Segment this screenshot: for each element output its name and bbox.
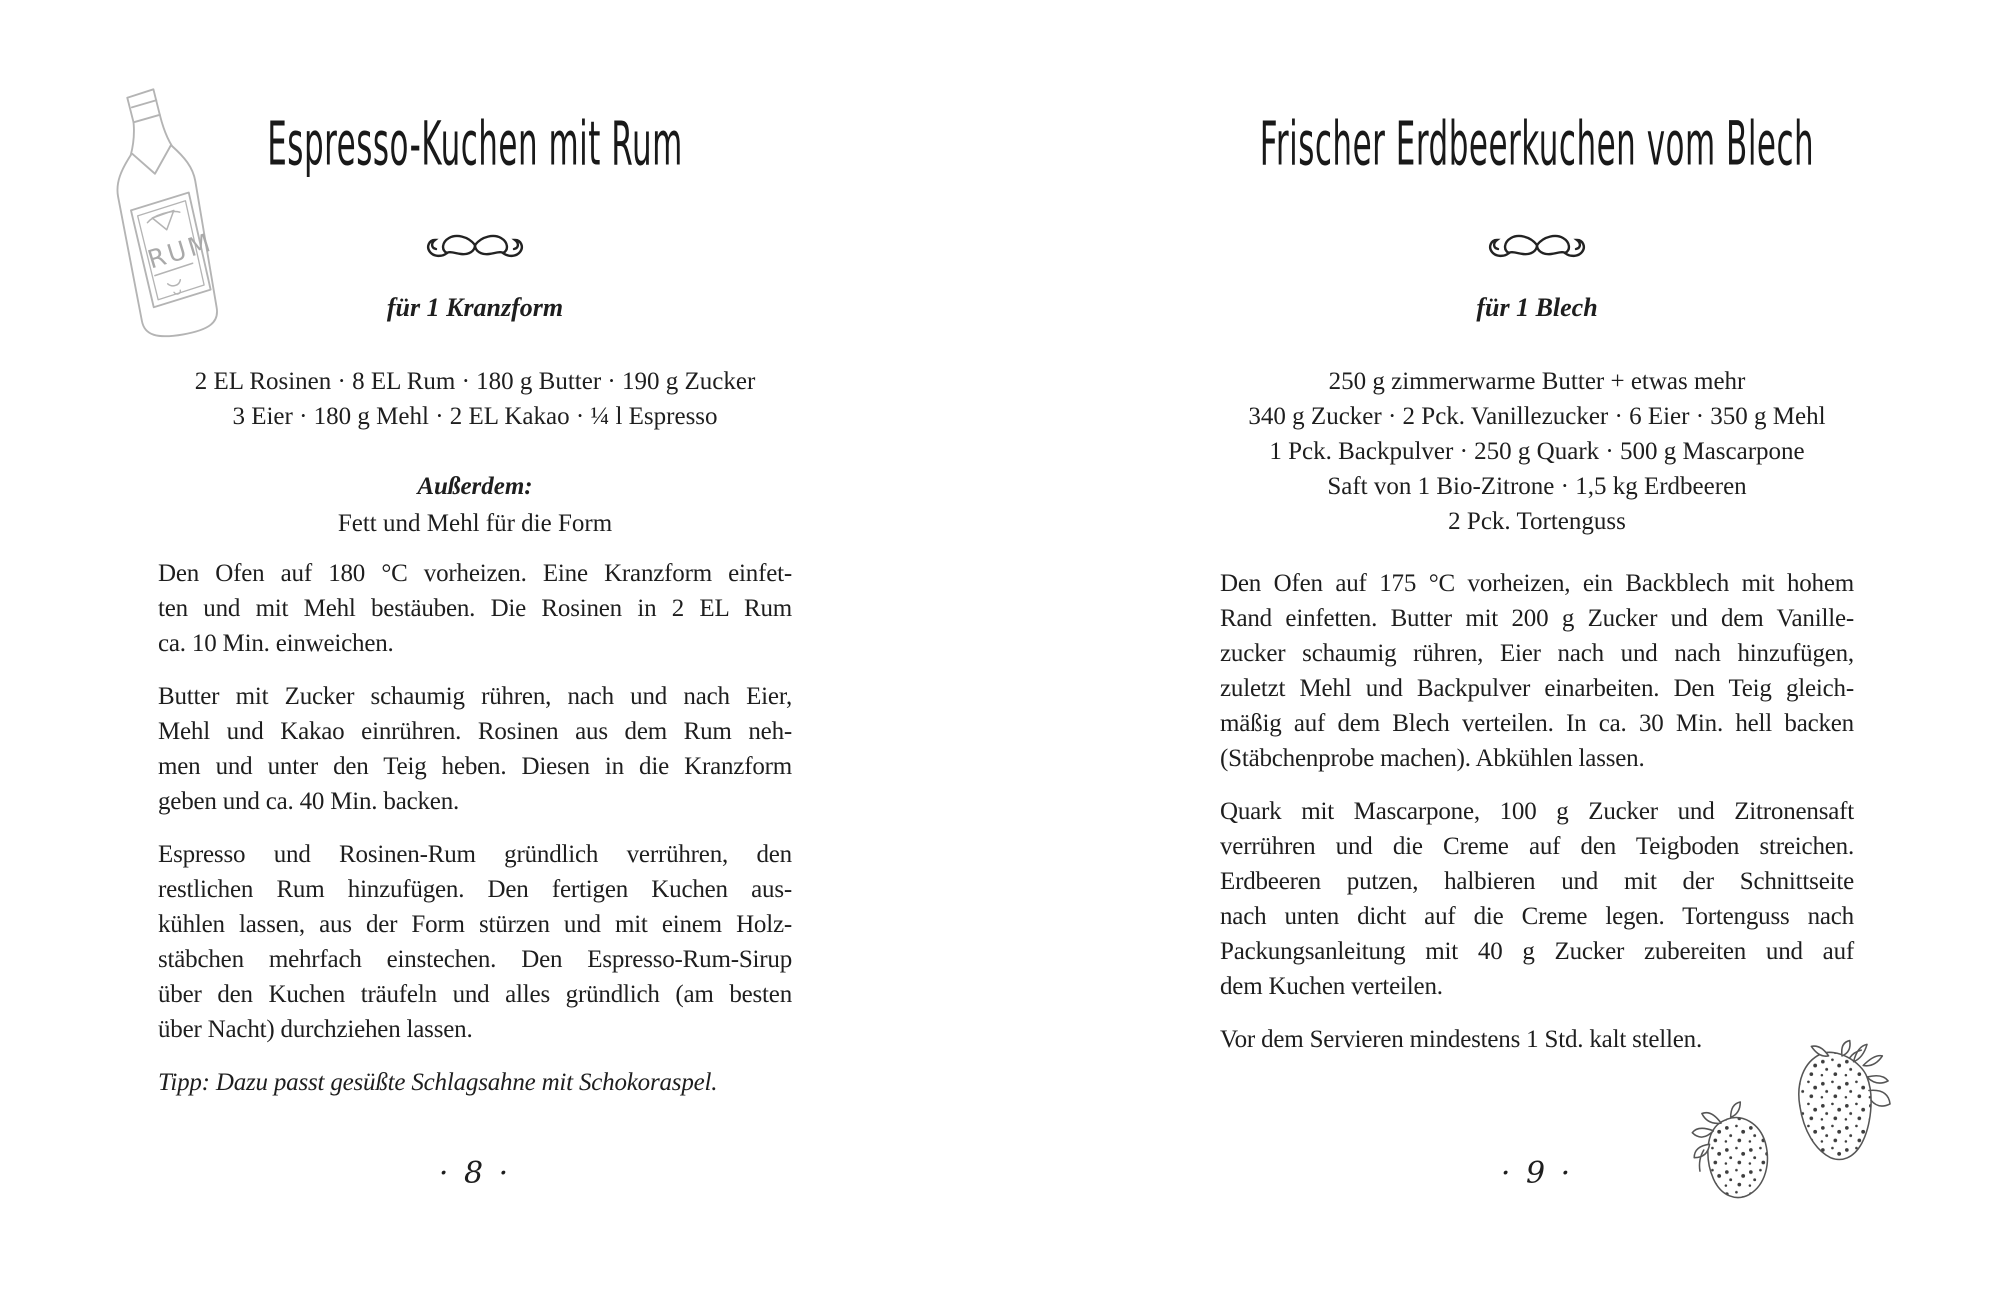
- text-line: ca. 10 Min. einweichen.: [158, 630, 394, 657]
- text-line: Butter mit Zucker schaumig rühren, nach und nach Eier,: [158, 683, 792, 710]
- text-line: zucker schaumig rühren, Eier nach und nach hinzufügen,: [1220, 640, 1854, 667]
- text-line: Packungsanleitung mit 40 g Zucker zubereiten und auf: [1220, 938, 1854, 965]
- mustache-divider-icon: [423, 232, 527, 260]
- text-line: men und unter den Teig heben. Diesen in die Kranzform: [158, 753, 792, 780]
- text-line: 1 Pck. Backpulver · 250 g Quark · 500 g Mascarpone: [1269, 438, 1805, 465]
- text-line: 2 Pck. Tortenguss: [1448, 508, 1626, 535]
- tip-line: Tipp: Dazu passt gesüßte Schlagsahne mit Schokoraspel.: [158, 1069, 718, 1096]
- strawberries-illustration: [1675, 1030, 1915, 1270]
- text-line: Den Ofen auf 180 °C vorheizen. Eine Kranzform einfet-: [158, 560, 792, 587]
- text-line: Mehl und Kakao einrühren. Rosinen aus dem Rum neh-: [158, 718, 792, 745]
- text-line: zuletzt Mehl und Backpulver einarbeiten. Den Teig gleich-: [1220, 675, 1854, 702]
- text-line: 2 EL Rosinen · 8 EL Rum · 180 g Butter · 190 g Zucker: [194, 368, 756, 395]
- text-line: über Nacht) durchziehen lassen.: [158, 1016, 473, 1043]
- bottle-label-text: RUM: [144, 227, 217, 275]
- recipe-paragraph: [158, 837, 792, 1047]
- recipe-paragraph: [1220, 566, 1854, 776]
- text-line: ten und mit Mehl bestäuben. Die Rosinen in 2 EL Rum: [158, 595, 792, 622]
- mustache-divider-icon: [1485, 232, 1589, 260]
- book-page-right: [1000, 0, 2000, 1300]
- ingredients-list: [1220, 364, 1854, 539]
- text-line: Erdbeeren putzen, halbieren und mit der Schnittseite: [1220, 868, 1854, 895]
- left-text-column: [158, 0, 792, 1300]
- text-line: nach unten dicht auf die Creme legen. Tortenguss nach: [1220, 903, 1854, 930]
- text-line: stäbchen mehrfach einstechen. Den Espresso-Rum-Sirup: [158, 946, 792, 973]
- text-line: Espresso und Rosinen-Rum gründlich verrühren, den: [158, 841, 792, 868]
- recipe-instructions: [1220, 566, 1854, 1075]
- text-line: über den Kuchen träufeln und alles gründlich (am besten: [158, 981, 792, 1008]
- text-line: Saft von 1 Bio-Zitrone · 1,5 kg Erdbeeren: [1327, 473, 1747, 500]
- recipe-title: Frischer Erdbeerkuchen vom Blech: [1259, 109, 1815, 181]
- text-line: verrühren und die Creme auf den Teigboden streichen.: [1220, 833, 1854, 860]
- strawberry-small: [1692, 1102, 1767, 1197]
- text-line: 250 g zimmerwarme Butter + etwas mehr: [1328, 368, 1746, 395]
- text-line: dem Kuchen verteilen.: [1220, 973, 1443, 1000]
- recipe-instructions: [158, 556, 792, 1100]
- yield-line: für 1 Blech: [1476, 293, 1598, 322]
- strawberry-large: [1799, 1041, 1890, 1160]
- text-line: 340 g Zucker · 2 Pck. Vanillezucker · 6 Eier · 350 g Mehl: [1248, 403, 1826, 430]
- recipe-paragraph: [1220, 794, 1854, 1004]
- text-line: geben und ca. 40 Min. backen.: [158, 788, 460, 815]
- text-line: Den Ofen auf 175 °C vorheizen, ein Backblech mit hohem: [1220, 570, 1854, 597]
- recipe-paragraph: [158, 556, 792, 661]
- yield-line: für 1 Kranzform: [386, 293, 564, 322]
- text-line: (Stäbchenprobe machen). Abkühlen lassen.: [1220, 745, 1645, 772]
- instruction-paragraphs: [1220, 566, 1854, 1057]
- text-line: Quark mit Mascarpone, 100 g Zucker und Zitronensaft: [1220, 798, 1854, 825]
- recipe-title: Espresso-Kuchen mit Rum: [267, 109, 683, 181]
- instruction-paragraphs: [158, 556, 792, 1047]
- page-number: · 9 ·: [1500, 1156, 1574, 1191]
- recipe-paragraph: [158, 679, 792, 819]
- text-line: Vor dem Servieren mindestens 1 Std. kalt stellen.: [1220, 1026, 1703, 1053]
- text-line: Rand einfetten. Butter mit 200 g Zucker und dem Vanille-: [1220, 605, 1854, 632]
- text-line: restlichen Rum hinzufügen. Den fertigen Kuchen aus-: [158, 876, 792, 903]
- text-line: 3 Eier · 180 g Mehl · 2 EL Kakao · ¼ l Espresso: [232, 403, 718, 430]
- ingredients-list: [158, 364, 792, 434]
- extra-ingredients: [158, 468, 792, 542]
- text-line: kühlen lassen, aus der Form stürzen und mit einem Holz-: [158, 911, 792, 938]
- page-number: · 8 ·: [438, 1156, 512, 1191]
- text-line: mäßig auf dem Blech verteilen. In ca. 30 Min. hell backen: [1220, 710, 1854, 737]
- extra-line: Fett und Mehl für die Form: [337, 510, 613, 537]
- extra-heading: Außerdem:: [417, 473, 533, 500]
